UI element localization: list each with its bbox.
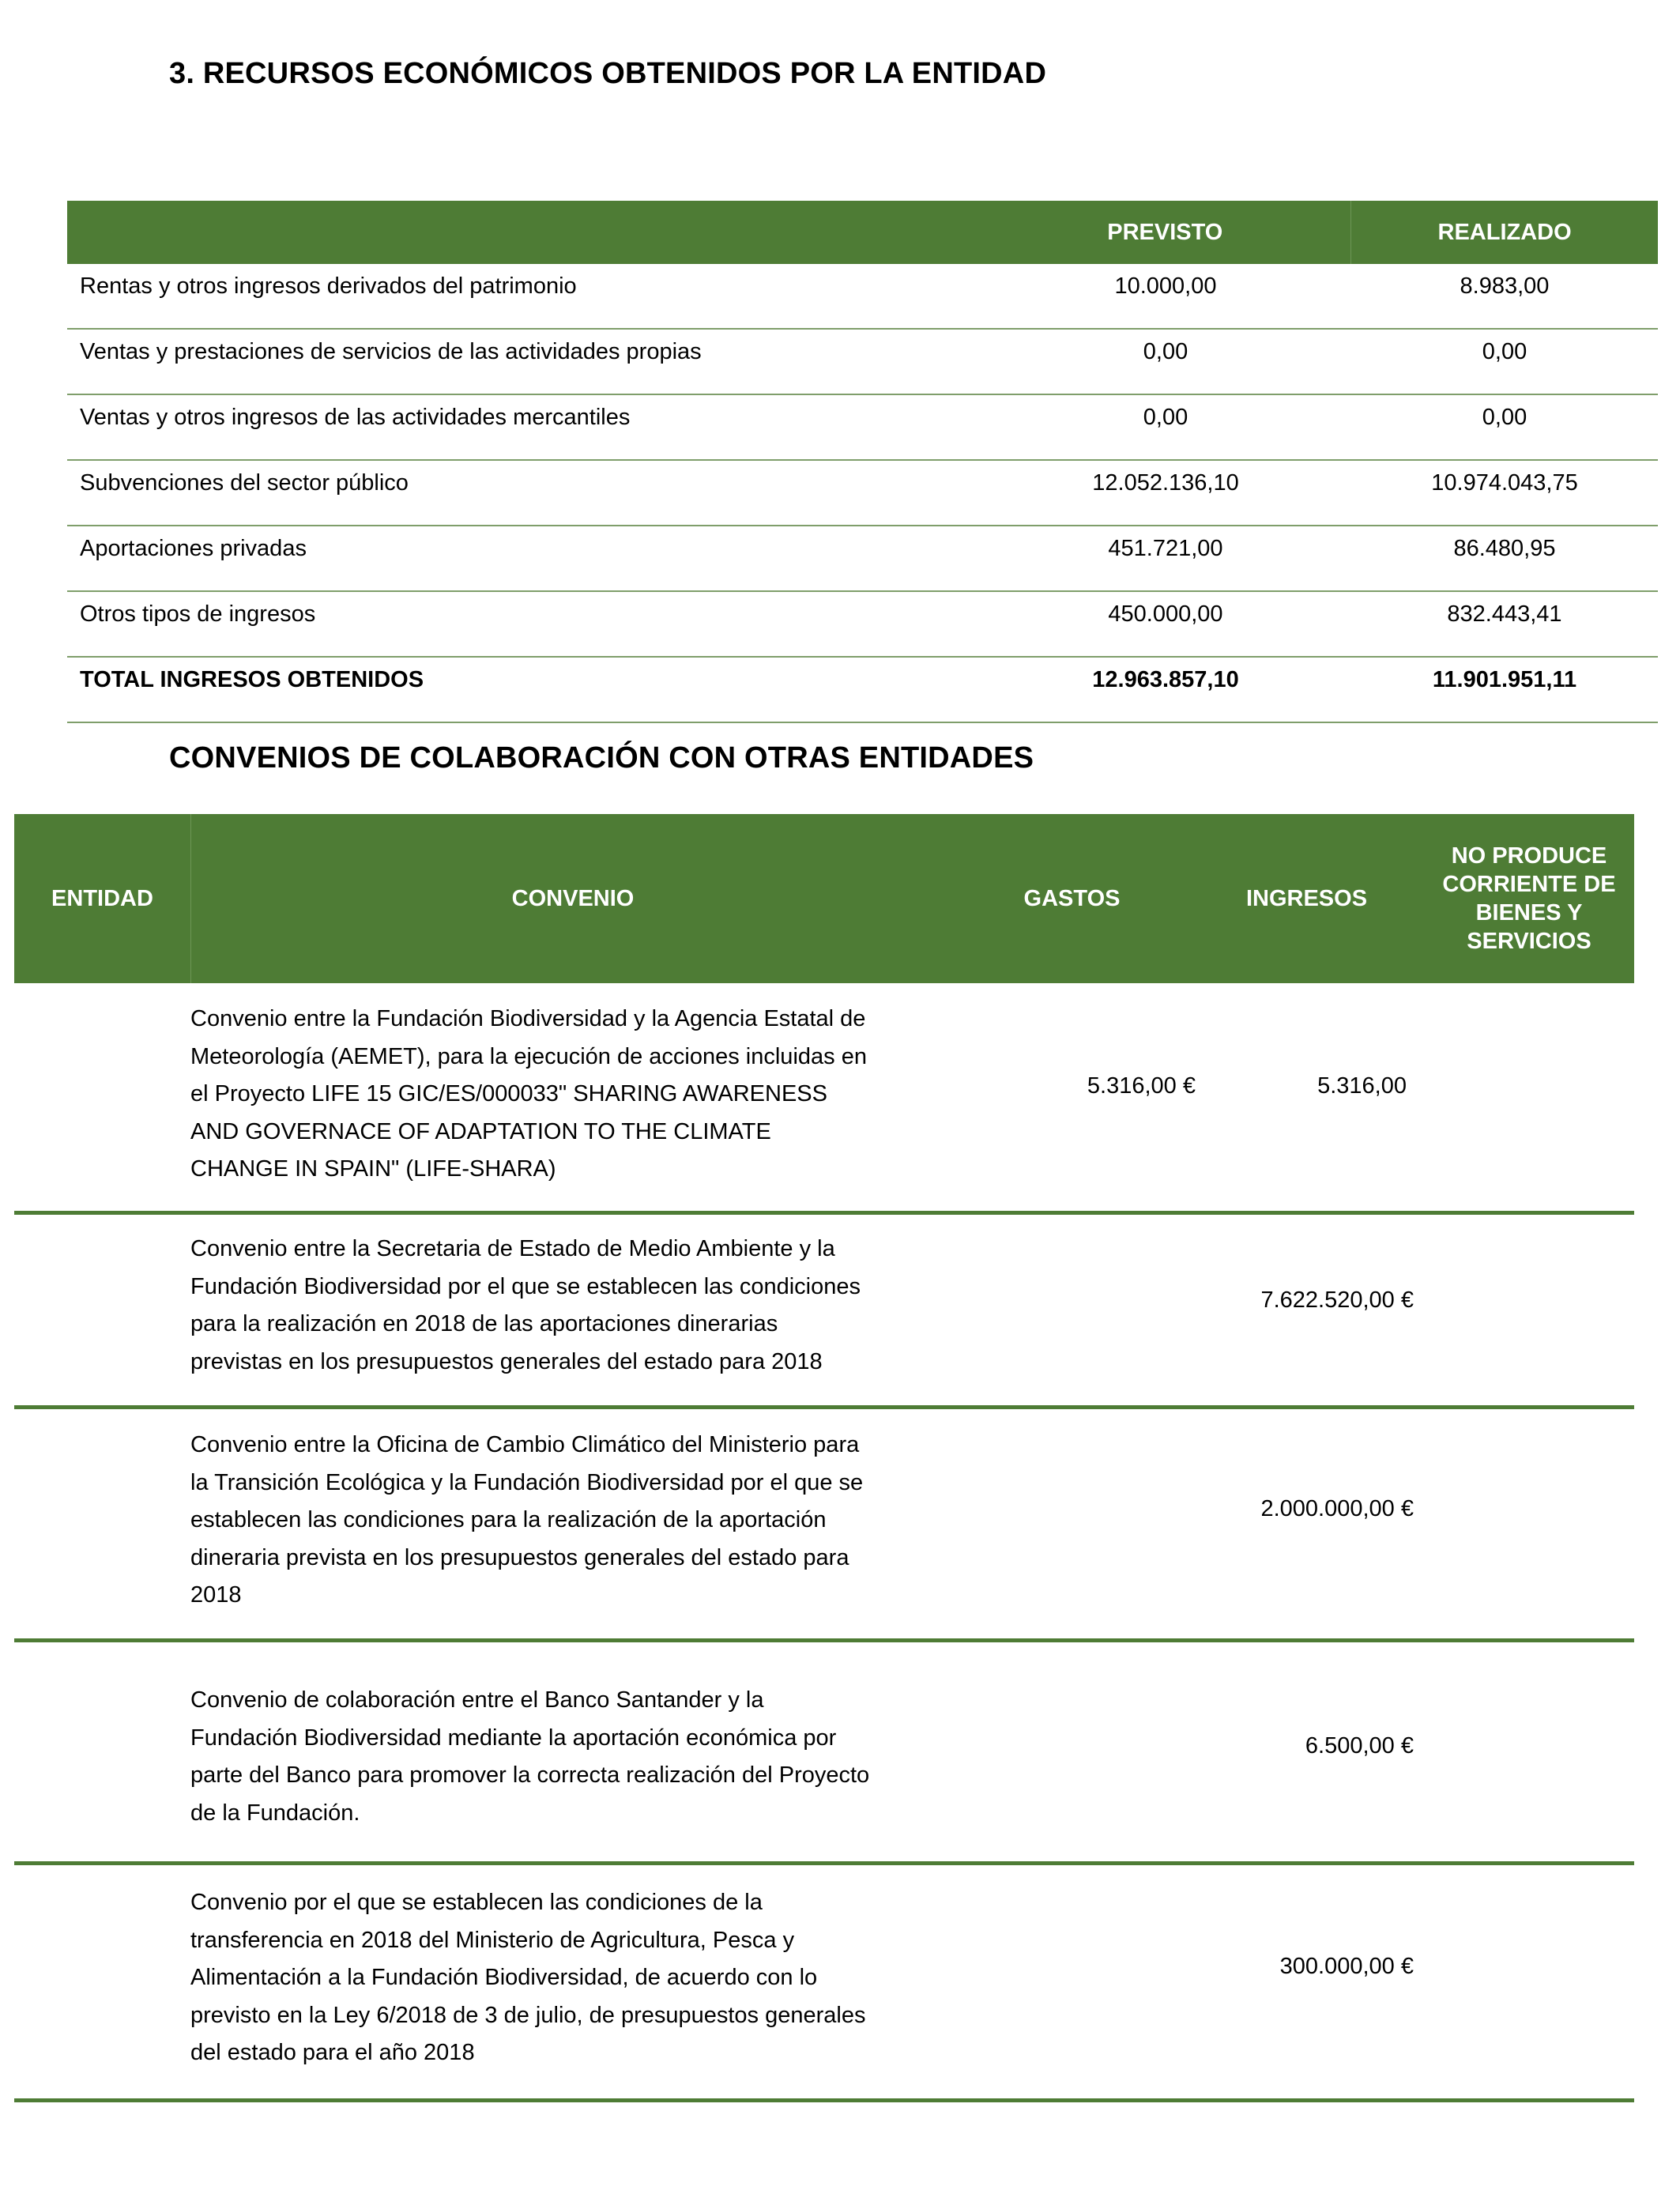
total-realizado: 11.901.951,11 (1432, 667, 1577, 692)
table-row (67, 264, 1658, 330)
row-label: Aportaciones privadas (80, 536, 307, 561)
agreements-table (14, 814, 1634, 2102)
header-previsto: PREVISTO (1107, 219, 1223, 245)
total-row (67, 658, 1658, 723)
header-no-produce-line: NO PRODUCE (1451, 843, 1607, 869)
ingresos-value: 2.000.000,00 € (1260, 1496, 1414, 1521)
convenio-line: previsto en la Ley 6/2018 de 3 de julio, de presupuestos generales (190, 2002, 866, 2028)
row-previsto: 451.721,00 (1108, 536, 1223, 561)
convenio-line: 2018 (190, 1582, 242, 1608)
header-no-produce (1424, 814, 1634, 983)
total-label: TOTAL INGRESOS OBTENIDOS (80, 667, 424, 692)
table-row (14, 1865, 1634, 2102)
ingresos-value: 7.622.520,00 € (1260, 1287, 1414, 1313)
ingresos-value: 6.500,00 € (1305, 1733, 1414, 1759)
resources-table-header (67, 201, 1658, 264)
row-realizado: 86.480,95 (1453, 536, 1556, 561)
convenio-line: dineraria prevista en los presupuestos generales del estado para (190, 1544, 849, 1570)
convenio-line: Convenio entre la Oficina de Cambio Climático del Ministerio para (190, 1432, 860, 1457)
header-no-produce-line: BIENES Y (1475, 900, 1583, 925)
row-previsto: 450.000,00 (1108, 601, 1223, 627)
row-label: Ventas y otros ingresos de las actividades mercantiles (80, 405, 631, 430)
table-row (67, 330, 1658, 395)
row-previsto: 0,00 (1143, 339, 1188, 364)
convenio-line: del estado para el año 2018 (190, 2040, 475, 2065)
gastos-value: 5.316,00 € (1087, 1073, 1196, 1099)
row-label: Otros tipos de ingresos (80, 601, 316, 627)
agreements-table-header (14, 814, 1634, 983)
row-realizado: 0,00 (1482, 339, 1527, 364)
header-realizado: REALIZADO (1350, 201, 1658, 264)
convenio-line: transferencia en 2018 del Ministerio de Agricultura, Pesca y (190, 1927, 795, 1953)
table-row (14, 1215, 1634, 1409)
table-row (67, 526, 1658, 592)
convenio-line: CHANGE IN SPAIN" (LIFE-SHARA) (190, 1156, 556, 1182)
header-entidad: ENTIDAD (14, 814, 191, 983)
convenio-line: de la Fundación. (190, 1800, 360, 1826)
header-ingresos: INGRESOS (1245, 885, 1368, 911)
convenio-text (190, 1001, 954, 1189)
row-previsto: 0,00 (1143, 405, 1188, 430)
header-label-cell (67, 201, 979, 264)
row-previsto: 12.052.136,10 (1092, 470, 1239, 496)
ingresos-value: 300.000,00 € (1279, 1954, 1414, 1979)
row-label: Ventas y prestaciones de servicios de las actividades propias (80, 339, 702, 364)
convenio-line: Convenio entre la Fundación Biodiversidad y la Agencia Estatal de (190, 1006, 866, 1031)
row-realizado: 10.974.043,75 (1431, 470, 1578, 496)
convenio-text (190, 1231, 954, 1381)
ingresos-value: 5.316,00 (1317, 1073, 1407, 1099)
header-no-produce-line: CORRIENTE DE (1442, 872, 1616, 897)
convenio-line: Fundación Biodiversidad por el que se establecen las condiciones (190, 1273, 861, 1299)
convenio-line: Convenio por el que se establecen las condiciones de la (190, 1890, 763, 1915)
convenio-line: Meteorología (AEMET), para la ejecución de acciones incluidas en (190, 1043, 867, 1069)
convenio-line: establecen las condiciones para la realización de la aportación (190, 1507, 827, 1532)
convenio-line: para la realización en 2018 de las aportaciones dinerarias (190, 1311, 778, 1336)
section2-title: CONVENIOS DE COLABORACIÓN CON OTRAS ENTIDADES (169, 741, 1034, 775)
table-row (67, 592, 1658, 658)
table-row (14, 983, 1634, 1215)
table-row (14, 1409, 1634, 1642)
row-label: Subvenciones del sector público (80, 470, 409, 496)
convenio-line: Alimentación a la Fundación Biodiversidad, de acuerdo con lo (190, 1965, 818, 1990)
convenio-text (190, 1884, 954, 2072)
row-previsto: 10.000,00 (1114, 273, 1217, 299)
convenio-line: la Transición Ecológica y la Fundación Biodiversidad por el que se (190, 1469, 864, 1495)
total-previsto: 12.963.857,10 (1092, 667, 1239, 692)
convenio-line: Convenio entre la Secretaria de Estado de Medio Ambiente y la (190, 1236, 835, 1261)
row-realizado: 8.983,00 (1460, 273, 1550, 299)
table-row (67, 395, 1658, 461)
convenio-text (190, 1427, 954, 1615)
resources-table (67, 201, 1658, 723)
header-no-produce-line: SERVICIOS (1467, 929, 1591, 954)
table-row (14, 1642, 1634, 1865)
row-realizado: 0,00 (1482, 405, 1527, 430)
convenio-line: Convenio de colaboración entre el Banco Santander y la (190, 1687, 764, 1713)
convenio-text (190, 1682, 954, 1832)
row-realizado: 832.443,41 (1447, 601, 1562, 627)
section1-title: 3. RECURSOS ECONÓMICOS OBTENIDOS POR LA ENTIDAD (169, 57, 1047, 90)
convenio-line: Fundación Biodiversidad mediante la aportación económica por (190, 1725, 837, 1751)
convenio-line: previstas en los presupuestos generales del estado para 2018 (190, 1348, 823, 1374)
convenio-line: AND GOVERNACE OF ADAPTATION TO THE CLIMATE (190, 1118, 771, 1144)
table-row (67, 461, 1658, 526)
header-convenio: CONVENIO (511, 885, 635, 911)
row-label: Rentas y otros ingresos derivados del patrimonio (80, 273, 577, 299)
convenio-line: el Proyecto LIFE 15 GIC/ES/000033" SHARING AWARENESS (190, 1081, 827, 1106)
convenio-line: parte del Banco para promover la correcta realización del Proyecto (190, 1762, 870, 1788)
header-gastos: GASTOS (1023, 885, 1121, 911)
